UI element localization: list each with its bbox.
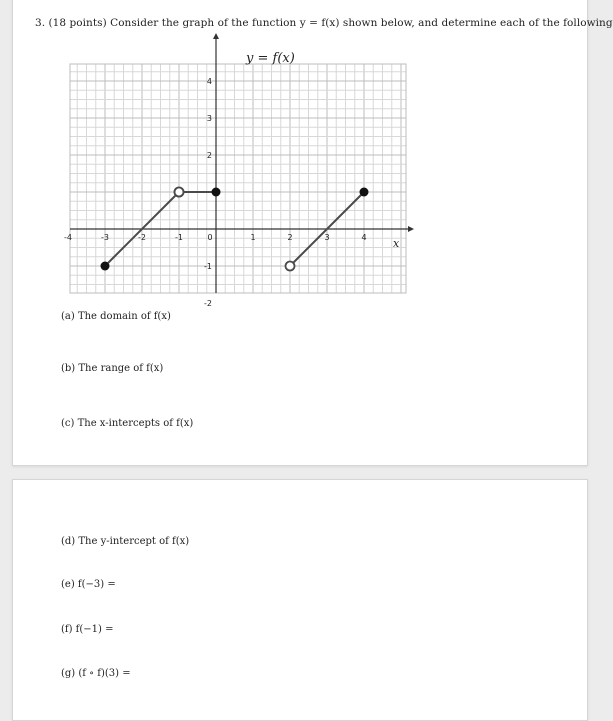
y-tick-label: -1 bbox=[204, 262, 212, 271]
y-tick-label: 2 bbox=[206, 151, 212, 160]
closed-point bbox=[360, 188, 369, 197]
part-b: (b) The range of f(x) bbox=[61, 363, 164, 374]
y-tick-label: 3 bbox=[206, 114, 212, 123]
x-tick-label: 4 bbox=[361, 233, 367, 242]
open-point bbox=[286, 262, 295, 271]
x-axis-arrow bbox=[408, 226, 414, 232]
x-axis-label: x bbox=[393, 237, 400, 250]
part-g: (g) (f ∘ f)(3) = bbox=[61, 668, 131, 679]
x-tick-label: -4 bbox=[64, 233, 72, 242]
function-graph bbox=[56, 30, 416, 308]
x-tick-label: 2 bbox=[287, 233, 293, 242]
graph-title: y = f(x) bbox=[246, 51, 295, 66]
closed-point bbox=[212, 188, 221, 197]
x-tick-label: -2 bbox=[138, 233, 146, 242]
grid bbox=[70, 64, 406, 293]
part-a: (a) The domain of f(x) bbox=[61, 311, 171, 322]
part-c: (c) The x-intercepts of f(x) bbox=[61, 418, 194, 429]
open-point bbox=[175, 188, 184, 197]
closed-point bbox=[101, 262, 110, 271]
part-e: (e) f(−3) = bbox=[61, 579, 116, 590]
x-tick-label: 3 bbox=[324, 233, 330, 242]
x-tick-label: -3 bbox=[101, 233, 109, 242]
x-tick-label: 0 bbox=[207, 233, 213, 242]
part-d: (d) The y-intercept of f(x) bbox=[61, 536, 190, 547]
y-tick-label: -2 bbox=[204, 299, 212, 308]
question-title: 3. (18 points) Consider the graph of the function y = f(x) shown below, and determine each of the following bbox=[35, 17, 613, 29]
x-tick-label: -1 bbox=[175, 233, 183, 242]
question-card-top bbox=[12, 0, 613, 466]
grid-border bbox=[70, 64, 406, 293]
y-axis-arrow bbox=[213, 33, 219, 39]
part-f: (f) f(−1) = bbox=[61, 624, 114, 635]
question-card-bottom bbox=[12, 479, 588, 721]
y-tick-label: 4 bbox=[206, 77, 212, 86]
x-tick-label: 1 bbox=[250, 233, 256, 242]
